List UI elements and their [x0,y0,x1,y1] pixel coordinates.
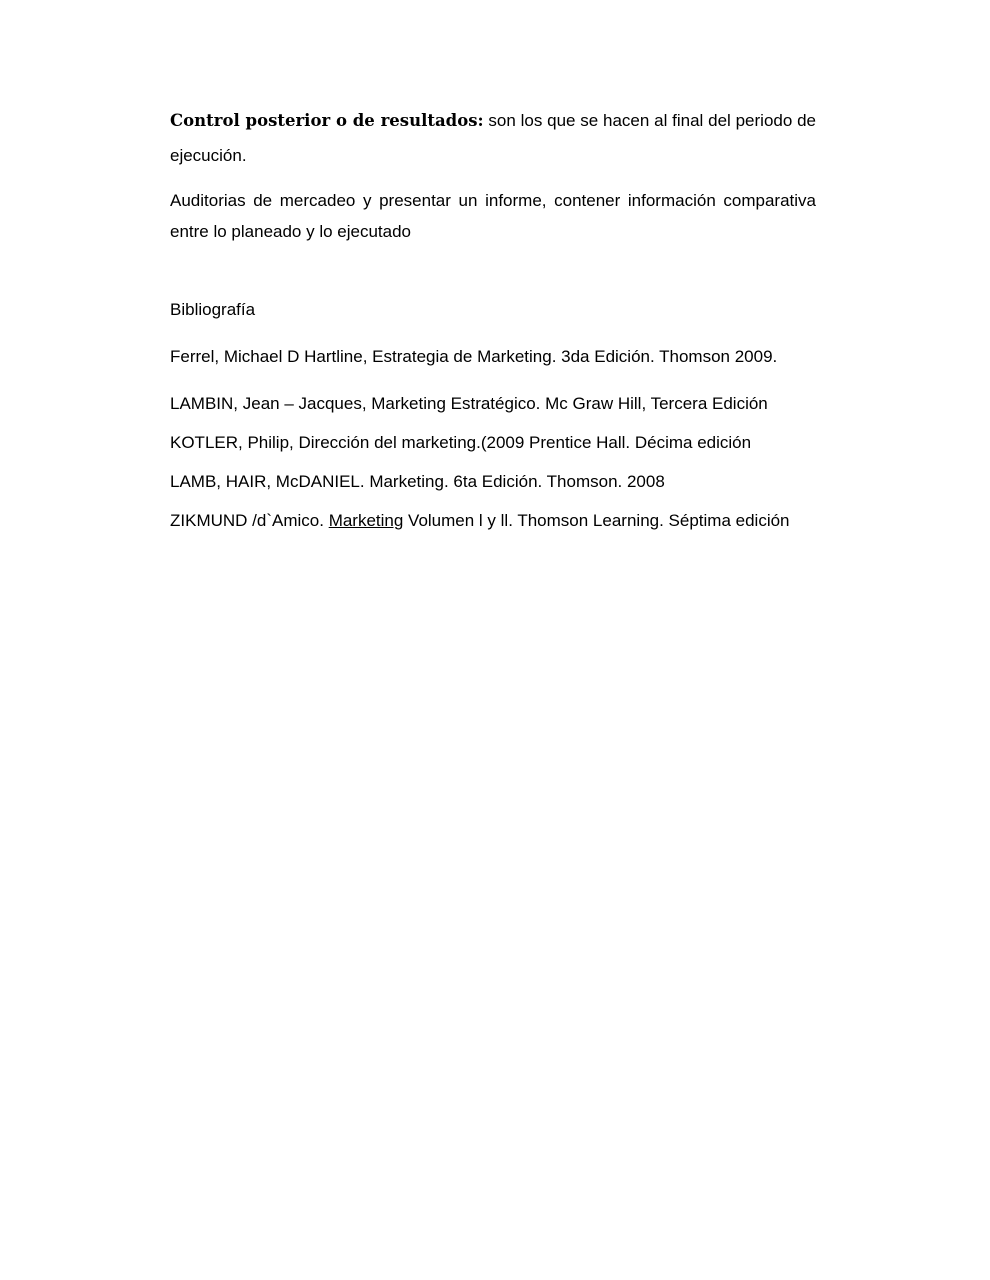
control-paragraph [170,103,816,173]
reference-kotler: KOTLER, Philip, Dirección del marketing.(2009 Prentice Hall. Décima edición [170,433,752,452]
document-page [170,103,816,536]
control-lead-term: Control posterior o de resultados: [170,111,484,130]
reference-lamb: LAMB, HAIR, McDANIEL. Marketing. 6ta Edición. Thomson. 2008 [170,472,665,491]
control-description: son los que se hacen al final del periodo de ejecución. [170,111,817,165]
audit-paragraph: Auditorias de mercadeo y presentar un informe, contener información comparativa entre lo planeado y lo ejecutado [170,191,816,241]
zikmund-title: Marketing [328,511,404,530]
zikmund-author: ZIKMUND /d`Amico. [170,511,329,530]
reference-zikmund [170,505,816,536]
reference-lambin: LAMBIN, Jean – Jacques, Marketing Estratégico. Mc Graw Hill, Tercera Edición [170,394,768,413]
reference-ferrel: Ferrel, Michael D Hartline, Estrategia de Marketing. 3da Edición. Thomson 2009. [170,347,778,366]
bibliography-heading: Bibliografía [170,300,256,319]
zikmund-details: Volumen l y ll. Thomson Learning. Séptima edición [403,511,790,530]
